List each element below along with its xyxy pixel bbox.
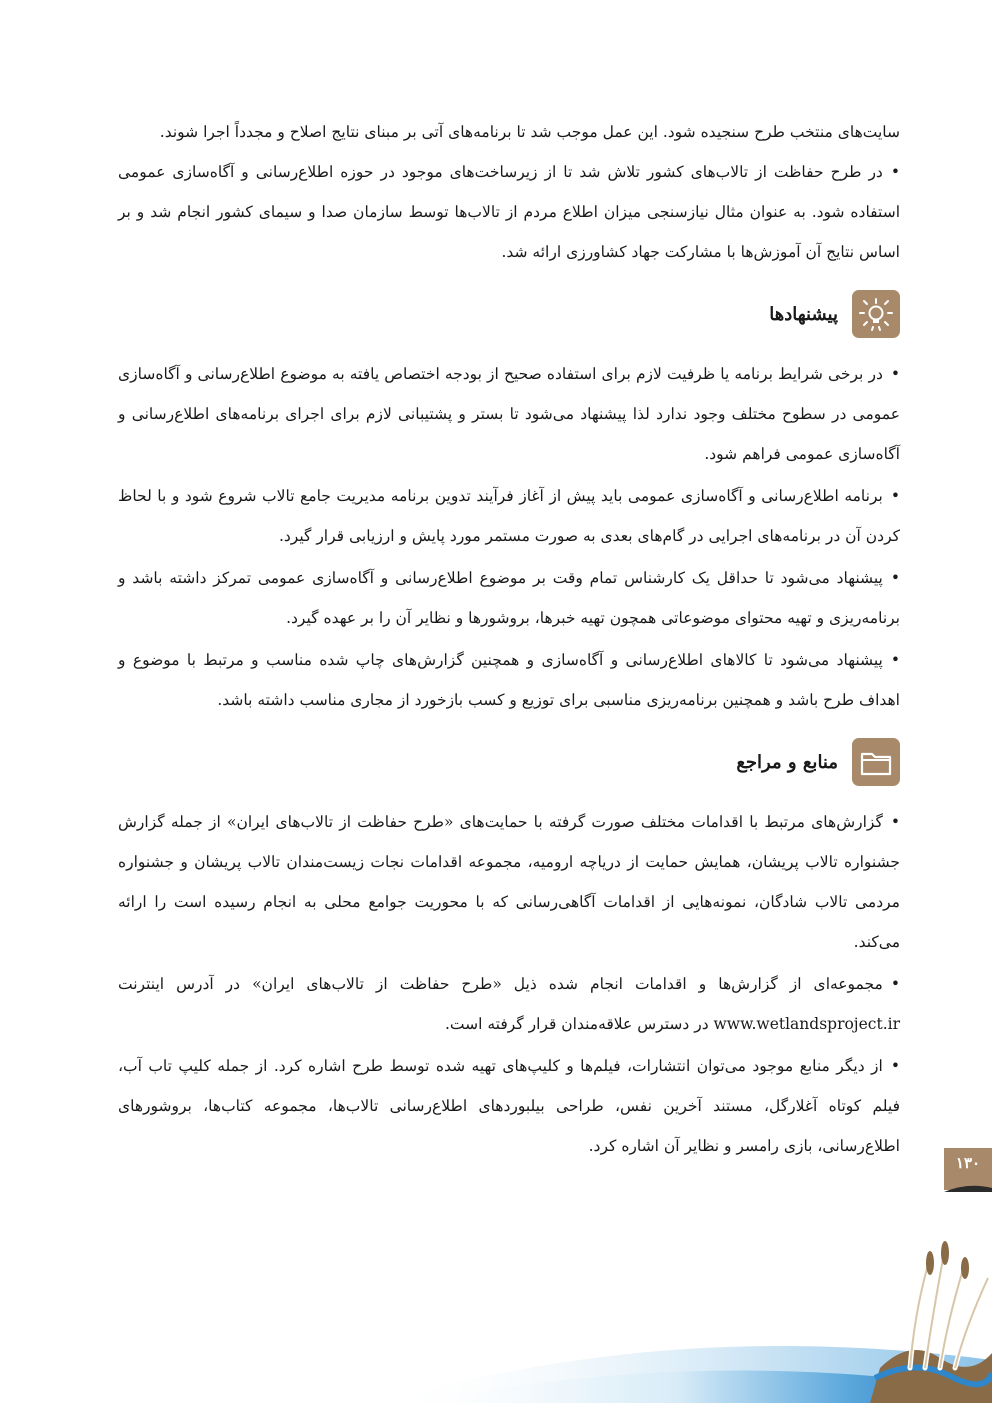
folder-icon <box>852 738 900 786</box>
bullet-marker: • <box>890 569 900 587</box>
source-text: از دیگر منابع موجود می‌توان انتشارات، فیلم‌ها و کلیپ‌های تهیه شده توسط طرح اشاره کرد. از جمله کلیپ تاب آب، فیلم کوتاه آغلارگل، مستند آخرین نفس، طراحی بیلبوردهای اطلاع‌رسانی تالاب‌ها، مجموعه کتاب‌ها، بروشورهای اطلاع‌رسانی، بازی رامسر و نظایر آن اشاره کرد. <box>118 1057 900 1155</box>
page-number: ۱۳۰ <box>944 1148 992 1190</box>
bullet-marker: • <box>890 487 900 505</box>
suggestion-item <box>118 558 900 638</box>
suggestion-item <box>118 354 900 474</box>
source-item <box>118 1046 900 1166</box>
bullet-marker: • <box>890 1057 900 1075</box>
suggestion-item <box>118 476 900 556</box>
page-tab-curve <box>944 1184 992 1192</box>
suggestions-heading <box>118 288 900 340</box>
bullet-marker: • <box>890 365 900 383</box>
source-item <box>118 802 900 962</box>
wetland-reeds-logo <box>870 1218 992 1403</box>
source-text: گزارش‌های مرتبط با اقدامات مختلف صورت گرفته با حمایت‌های «طرح حفاظت از تالاب‌های ایران» از جمله گزارش جشنواره تالاب پریشان، همایش حمایت از دریاچه ارومیه، مجموعه اقدامات نجات زیست‌مندان تالاب پریشان و جشنواره مردمی تالاب شادگان، نمونه‌هایی از اقدامات آگاهی‌رسانی که با محوریت جوامع محلی به انجام رسیده است را ارائه می‌کند. <box>118 813 900 951</box>
suggestion-text: پیشنهاد می‌شود تا کالاهای اطلاع‌رسانی و آگاه‌سازی و همچنین گزارش‌های چاپ شده مناسب و مرتبط با موضوع و اهداف طرح باشد و همچنین برنامه‌ریزی مناسبی برای توزیع و کسب بازخورد از مجاری مناسب داشته باشد. <box>118 651 900 709</box>
sources-title: منابع و مراجع <box>736 751 838 773</box>
bullet-marker: • <box>890 163 900 181</box>
decorative-wave <box>0 1240 992 1403</box>
intro-paragraph-2: در طرح حفاظت از تالاب‌های کشور تلاش شد تا از زیرساخت‌های موجود در حوزه اطلاع‌رسانی و آگاه‌سازی عمومی استفاده شود. به عنوان مثال نیازسنجی میزان اطلاع مردم از تالاب‌ها توسط سازمان صدا و سیمای کشور انجام شد و بر اساس نتایج آن آموزش‌ها با مشارکت جهاد کشاورزی ارائه شد. <box>118 163 900 261</box>
intro-paragraph-1: سایت‌های منتخب طرح سنجیده شود. این عمل موجب شد تا برنامه‌های آتی بر مبنای نتایج اصلاح و مجدداً اجرا شوند. <box>159 123 900 141</box>
source-item <box>118 964 900 1044</box>
sources-heading <box>118 736 900 788</box>
lightbulb-icon <box>852 290 900 338</box>
intro-bullet-paragraph <box>118 152 900 272</box>
suggestion-text: پیشنهاد می‌شود تا حداقل یک کارشناس تمام وقت بر موضوع اطلاع‌رسانی و آگاه‌سازی عمومی تمرکز داشته باشد و برنامه‌ریزی و تهیه محتوای موضوعاتی همچون تهیه خبرها، بروشورها و نظایر آن را بر عهده گیرد. <box>118 569 900 627</box>
bullet-marker: • <box>890 975 900 993</box>
suggestions-title: پیشنهادها <box>769 303 838 325</box>
source-text: مجموعه‌ای از گزارش‌ها و اقدامات انجام شده ذیل «طرح حفاظت از تالاب‌های ایران» در آدرس اینترنت www.wetlandsproject.ir در دسترس علاقه‌مندان قرار گرفته است. <box>118 975 900 1033</box>
page-content <box>118 112 900 1168</box>
bullet-marker: • <box>890 813 900 831</box>
suggestion-text: در برخی شرایط برنامه یا ظرفیت لازم برای استفاده صحیح از بودجه اختصاص یافته به موضوع اطلاع‌رسانی و آگاه‌سازی عمومی در سطوح مختلف وجود ندارد لذا پیشنهاد می‌شود تا بستر و پشتیبانی لازم برای اجرای برنامه‌های اطلاع‌رسانی و آگاه‌سازی عمومی فراهم شود. <box>118 365 900 463</box>
suggestion-text: برنامه اطلاع‌رسانی و آگاه‌سازی عمومی باید پیش از آغاز فرآیند تدوین برنامه مدیریت جامع تالاب شروع شود و با لحاظ کردن آن در برنامه‌های اجرایی در گام‌های بعدی به صورت مستمر مورد پایش و ارزیابی قرار گیرد. <box>118 487 900 545</box>
suggestion-item <box>118 640 900 720</box>
bullet-marker: • <box>890 651 900 669</box>
